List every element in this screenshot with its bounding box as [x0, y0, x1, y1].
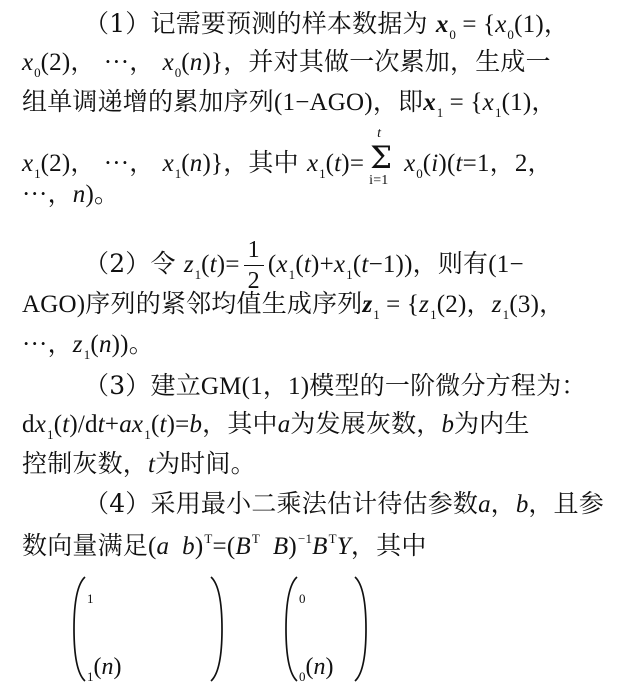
- step1-line4-text: ，其中: [223, 148, 299, 177]
- x1-symbol-n: $x_1$: [162, 150, 182, 181]
- step4-text3: 数向量满足: [22, 531, 149, 560]
- symbol-a: a: [277, 411, 291, 438]
- symbol-t: t: [148, 451, 155, 478]
- step4-text: 采用最小二乘法估计待估参数: [150, 489, 479, 518]
- step2-text: 令: [150, 249, 176, 278]
- step3-text6: 控制灰数，: [22, 449, 149, 478]
- x0-1: (1)，: [514, 11, 570, 38]
- step2-line3: [22, 328, 154, 364]
- step3-line2: [22, 408, 530, 444]
- step3-text4: 为发展灰数，: [290, 409, 442, 438]
- x0-symbol-2: $x_0$: [22, 49, 41, 80]
- x0-i-arg: (i)(t=1，2，: [422, 150, 553, 177]
- step3-number: （3）: [84, 371, 151, 400]
- step1-line2: [22, 46, 551, 82]
- comma: ，: [490, 489, 516, 518]
- step1-line3-text2: ，即: [372, 87, 424, 116]
- z1-set: = {$z_1(2)$，$z_1(3)$，: [379, 291, 565, 322]
- matrix-b-r3c1: $_1$(n): [87, 654, 122, 684]
- step4-line2: [22, 530, 427, 566]
- gm-model: GM(1，1): [200, 373, 310, 400]
- ellipsis-2: ···，: [103, 150, 155, 177]
- step3-text3: ，其中: [202, 409, 278, 438]
- z1-expr: $(x_1(t)+x_1(t-1))$: [267, 251, 413, 282]
- step1-text: 记需要预测的样本数据为: [150, 9, 428, 38]
- x1-t-eq: (t)=: [325, 150, 365, 177]
- z1-t: $z_1$: [183, 251, 202, 282]
- set-open: = {$x_0$: [455, 11, 515, 42]
- step2-line2: [22, 288, 564, 324]
- x0-n: (n)}: [181, 49, 224, 76]
- step1-line1: [84, 8, 569, 44]
- matrix-b-r1c1: 1: [87, 591, 94, 606]
- right-paren-icon: [208, 575, 224, 683]
- step1-line2-text: ，并对其做一次累加，生成一: [223, 47, 551, 76]
- diff-equation: $dx_1(t)/dt+ax_1(t)=b$: [22, 411, 203, 442]
- step4-number: （4）: [84, 489, 151, 518]
- param-b: b: [515, 491, 529, 518]
- step1-line5: [22, 178, 119, 211]
- x1-t: $x_1$: [307, 150, 326, 181]
- normal-equation: (a $b)^T=(B^T$ $B)^{-1}B^TY$: [148, 531, 351, 560]
- matrix-y-r3: $_0$(n): [299, 654, 334, 684]
- step3-text2: 模型的一阶微分方程为：: [309, 371, 587, 400]
- step1-line3: [22, 86, 557, 122]
- x0-2: (2)，: [40, 49, 96, 76]
- x0-symbol-n: $x_0$: [162, 49, 182, 80]
- x1-symbol-2: $x_1$: [22, 150, 41, 181]
- summation-icon: t Σ i=1: [369, 126, 393, 188]
- z1-symbol: $z_1$: [362, 291, 380, 322]
- step3-line3: [22, 448, 256, 481]
- step4-line1: [84, 488, 604, 521]
- ellipsis: ···，: [103, 49, 155, 76]
- y-right-paren-icon: [352, 575, 368, 683]
- x1-1: (1)，: [501, 89, 557, 116]
- step2-line1: [84, 236, 524, 295]
- symbol-b: b: [441, 411, 454, 438]
- x1-symbol: $x_1$: [423, 89, 444, 120]
- step3-text: 建立: [150, 371, 201, 400]
- x0-symbol: $x_0$: [435, 11, 456, 42]
- step1-line5-text: ···，n)。: [22, 181, 120, 208]
- x1-2: (2)，: [40, 150, 96, 177]
- step3-text5: 为内生: [453, 409, 530, 438]
- step1-number: （1）: [84, 9, 151, 38]
- z1-t-eq: (t)=: [201, 251, 240, 278]
- half-fraction: $\frac{1}{2}$: [244, 236, 264, 295]
- step2-line2-text: 序列的紧邻均值生成序列: [85, 289, 363, 318]
- step2-text2: ，则有: [412, 249, 489, 278]
- x1-set-open: = {$x_1$: [443, 89, 502, 120]
- matrix-y-r1: 0: [299, 591, 306, 606]
- step3-text7: 为时间。: [154, 449, 256, 478]
- ago-label: (1−AGO): [274, 89, 373, 116]
- ago-open: (1−: [488, 251, 524, 278]
- step4-text2: ，且参: [528, 489, 604, 518]
- x0-i: $x_0$: [404, 150, 423, 181]
- x1-n: (n)}: [181, 150, 224, 177]
- step3-line1: [84, 370, 586, 403]
- step2-number: （2）: [84, 249, 151, 278]
- step1-line3-text: 组单调递增的累加序列: [22, 87, 275, 116]
- step4-text4: ，其中: [350, 531, 427, 560]
- step2-line3-text: ···，$z_1(n)$)。: [22, 331, 154, 362]
- matrix-block: [22, 575, 612, 685]
- param-a: a: [478, 491, 491, 518]
- ago-close: AGO): [22, 291, 86, 318]
